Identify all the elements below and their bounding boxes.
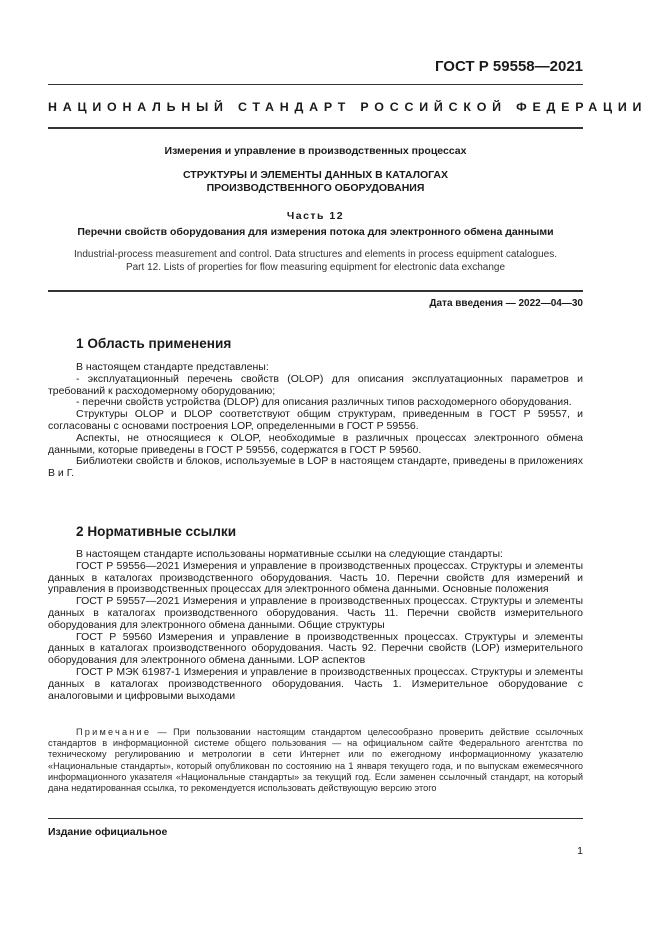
section-1-body (48, 361, 583, 480)
standard-title (48, 169, 583, 195)
title-line-2: ПРОИЗВОДСТВЕННОГО ОБОРУДОВАНИЯ (206, 182, 425, 194)
normative-reference: ГОСТ Р 59557—2021 Измерения и управление в производственных процессах. Структуры и элементы данных в каталогах производственного оборудования. Часть 11. Перечни свойств измерительного оборудования для электронного обмена данными. Общие структуры (48, 595, 583, 631)
standard-subtitle: Перечни свойств оборудования для измерения потока для электронного обмена данными (77, 226, 554, 238)
footer-rule (48, 818, 583, 819)
section-1-heading: 1 Область применения (76, 336, 232, 351)
note-label: Примечание (76, 727, 152, 737)
date-rule (48, 290, 583, 292)
paragraph: В настоящем стандарте использованы нормативные ссылки на следующие стандарты: (76, 548, 503, 560)
header-rule (48, 84, 583, 85)
section-2-heading: 2 Нормативные ссылки (76, 524, 237, 539)
national-standard-heading: НАЦИОНАЛЬНЫЙ СТАНДАРТ РОССИЙСКОЙ ФЕДЕРАЦИИ (48, 100, 648, 114)
paragraph: - эксплуатационный перечень свойств (OLOP) для описания эксплуатационных параметров и требований к расходомерному оборудованию; (48, 372, 583, 397)
english-title-line-1: Industrial-process measurement and control. Data structures and elements in process equipment catalogues. (73, 249, 558, 260)
normative-reference: ГОСТ Р 59556—2021 Измерения и управление в производственных процессах. Структуры и элементы данных в каталогах производственного оборудования. Часть 10. Перечни свойств для измерений и управления в производственных процессах для электронного обмена данными. Основные положения (48, 559, 583, 596)
standard-series: Измерения и управление в производственных процессах (164, 145, 467, 157)
heading-rule (48, 127, 583, 129)
paragraph: В настоящем стандарте представлены: (76, 361, 269, 373)
english-title-line-2: Part 12. Lists of properties for flow measuring equipment for electronic data exchange (125, 261, 506, 273)
paragraph: Библиотеки свойств и блоков, используемые в LOP в настоящем стандарте, приведены в приложениях В и Г. (48, 455, 583, 480)
paragraph: Структуры OLOP и DLOP соответствуют общим структурам, приведенным в ГОСТ Р 59557, и согласованы с основами построения LOP, определенными в ГОСТ Р 59556. (48, 408, 583, 432)
part-number: Часть 12 (286, 210, 345, 222)
section-2-body (48, 548, 583, 702)
note (48, 727, 583, 794)
title-line-1: СТРУКТУРЫ И ЭЛЕМЕНТЫ ДАННЫХ В КАТАЛОГАХ (182, 169, 449, 181)
introduction-date: Дата введения — 2022—04—30 (429, 298, 583, 309)
paragraph: Аспекты, не относящиеся к OLOP, необходимые в различных процессах электронного обмена данными, которые приведены в ГОСТ Р 59556, содержатся в ГОСТ Р 59560. (48, 431, 583, 456)
note-text: — При пользовании настоящим стандартом целесообразно проверить действие ссылочных стандартов в информационной системе общего пользования — на официальном сайте Федерального агентства по техническому регулированию и метрологии в сети Интернет или по ежегодному информационному указателю «Национальные стандарты», который опубликован по состоянию на 1 января текущего года, и по выпускам ежемесячного информационного указателя «Национальные стандарты» за текущий год. Если заменен ссылочный стандарт, на который дана недатированная ссылка, то рекомендуется использовать действующую версию этого (48, 727, 583, 794)
page-number: 1 (577, 845, 583, 857)
gost-number: ГОСТ Р 59558—2021 (434, 58, 583, 75)
normative-reference: ГОСТ Р МЭК 61987-1 Измерения и управление в производственных процессах. Структуры и элементы данных в каталогах производственного оборудования. Часть 1. Измерительное оборудование с аналоговыми и цифровыми выходами (48, 665, 583, 702)
normative-reference: ГОСТ Р 59560 Измерения и управление в производственных процессах. Структуры и элементы данных в каталогах производственного оборудования. Часть 92. Перечни свойств (LOP) измерительного оборудования для электронного обмена данными. LOP аспектов (48, 630, 583, 667)
english-title (48, 249, 583, 275)
paragraph: - перечни свойств устройства (DLOP) для описания различных типов расходомерного оборудования. (76, 396, 572, 409)
official-edition: Издание официальное (48, 826, 168, 838)
